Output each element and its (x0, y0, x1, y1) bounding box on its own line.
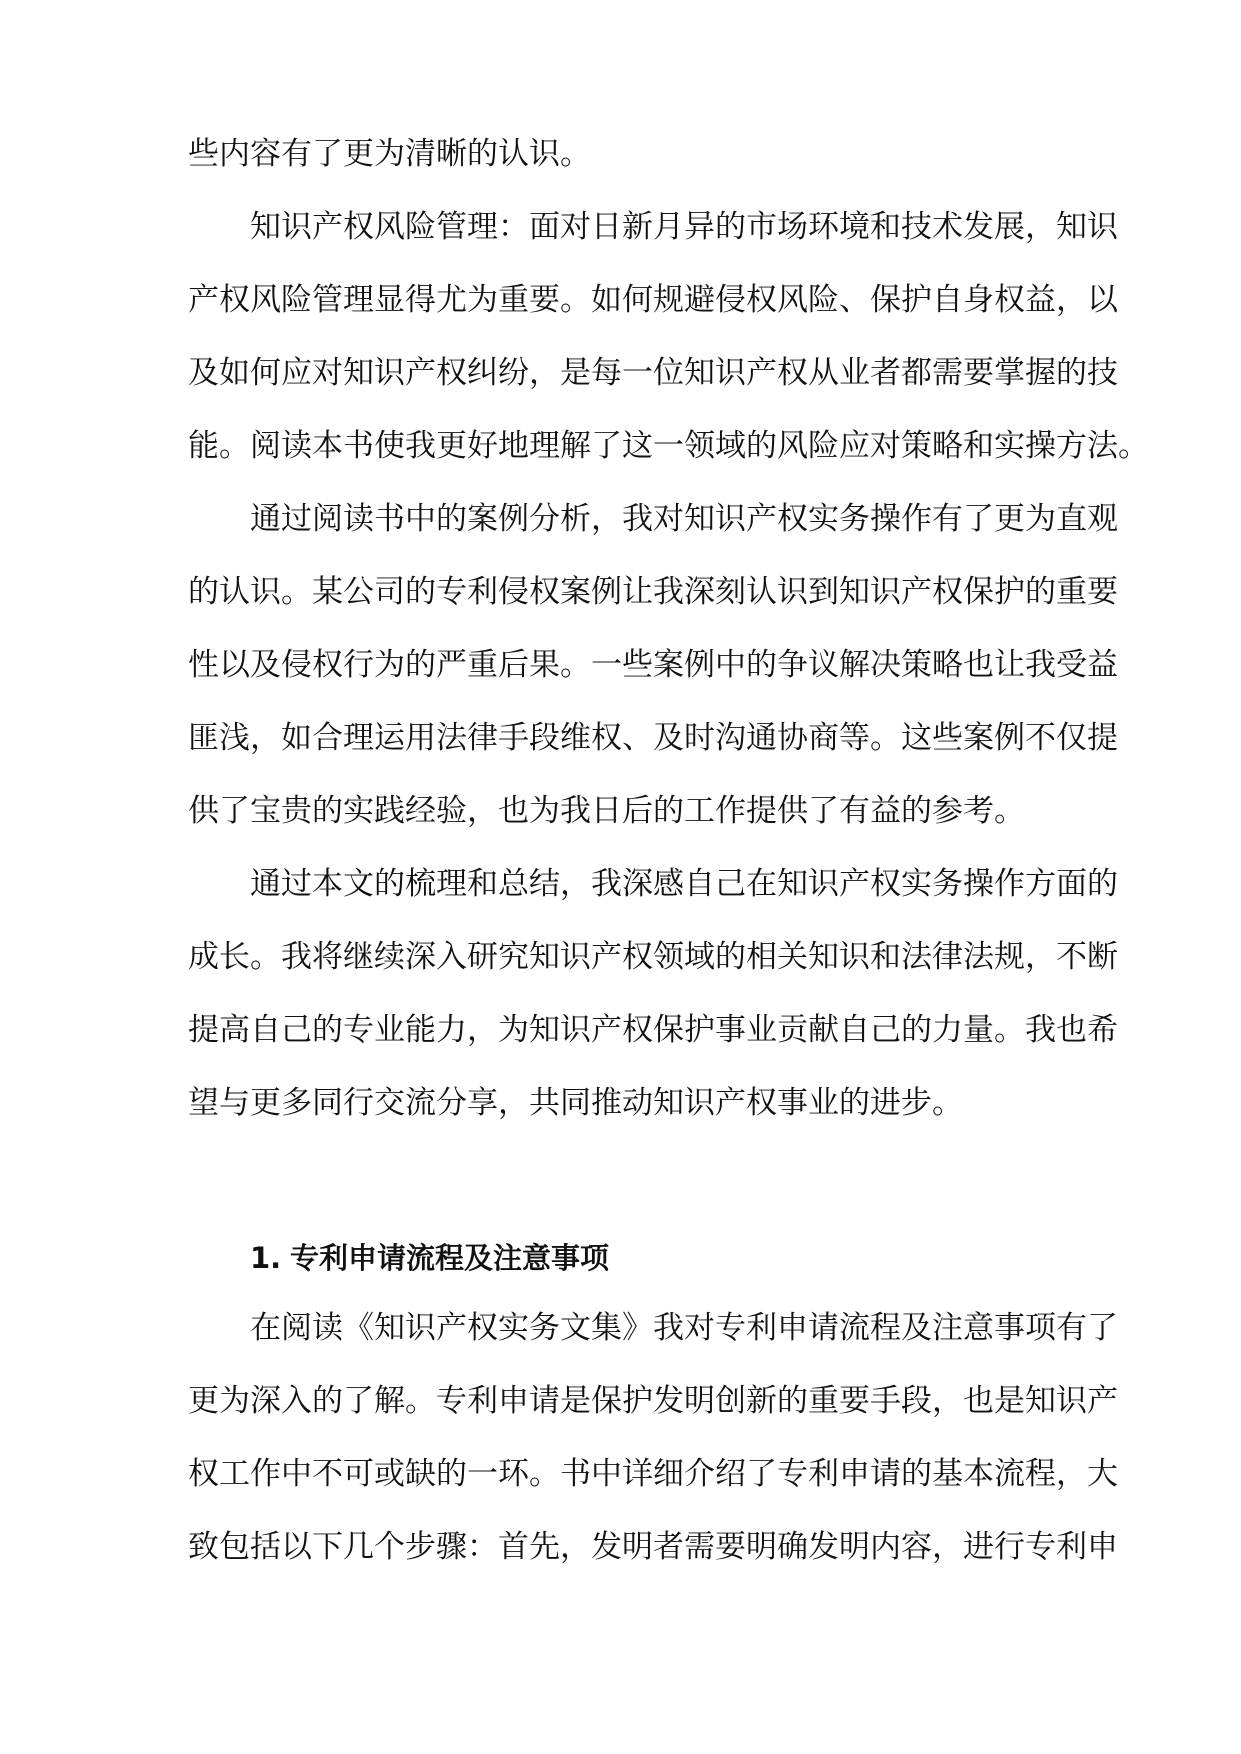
text-line: 及如何应对知识产权纠纷，是每一位知识产权从业者都需要掌握的技 (188, 355, 1118, 391)
paragraph-risk-management (188, 191, 1149, 483)
text-line: 供了宝贵的实践经验，也为我日后的工作提供了有益的参考。 (188, 793, 1025, 829)
text-line: 通过阅读书中的案例分析，我对知识产权实务操作有了更为直观 (250, 501, 1118, 537)
section-number: 1. (250, 1241, 282, 1275)
text-line: 能。阅读本书使我更好地理解了这一领域的风险应对策略和实操方法。 (188, 428, 1149, 464)
text-line: 望与更多同行交流分享，共同推动知识产权事业的进步。 (188, 1085, 963, 1121)
text-line: 提高自己的专业能力，为知识产权保护事业贡献自己的力量。我也希 (188, 1012, 1118, 1048)
paragraph-case-analysis (188, 483, 1118, 848)
text-line: 在阅读《知识产权实务文集》我对专利申请流程及注意事项有了 (250, 1310, 1118, 1346)
text-line: 权工作中不可或缺的一环。书中详细介绍了专利申请的基本流程，大 (188, 1456, 1118, 1492)
text-line: 产权风险管理显得尤为重要。如何规避侵权风险、保护自身权益，以 (188, 282, 1118, 318)
text-line: 通过本文的梳理和总结，我深感自己在知识产权实务操作方面的 (250, 866, 1118, 902)
section-heading (250, 1238, 609, 1278)
text-line: 些内容有了更为清晰的认识。 (188, 136, 591, 172)
text-line: 匪浅，如合理运用法律手段维权、及时沟通协商等。这些案例不仅提 (188, 720, 1118, 756)
text-line: 知识产权风险管理：面对日新月异的市场环境和技术发展，知识 (250, 209, 1118, 245)
paragraph-patent-process (188, 1292, 1118, 1584)
text-line: 成长。我将继续深入研究知识产权领域的相关知识和法律法规，不断 (188, 939, 1118, 975)
text-line: 性以及侵权行为的严重后果。一些案例中的争议解决策略也让我受益 (188, 647, 1118, 683)
text-line: 更为深入的了解。专利申请是保护发明创新的重要手段，也是知识产 (188, 1383, 1118, 1419)
text-line: 致包括以下几个步骤：首先，发明者需要明确发明内容，进行专利申 (188, 1529, 1118, 1565)
text-line: 的认识。某公司的专利侵权案例让我深刻认识到知识产权保护的重要 (188, 574, 1118, 610)
section-title: 专利申请流程及注意事项 (290, 1241, 610, 1275)
paragraph-summary (188, 848, 1118, 1140)
paragraph-continuation (188, 118, 1058, 191)
